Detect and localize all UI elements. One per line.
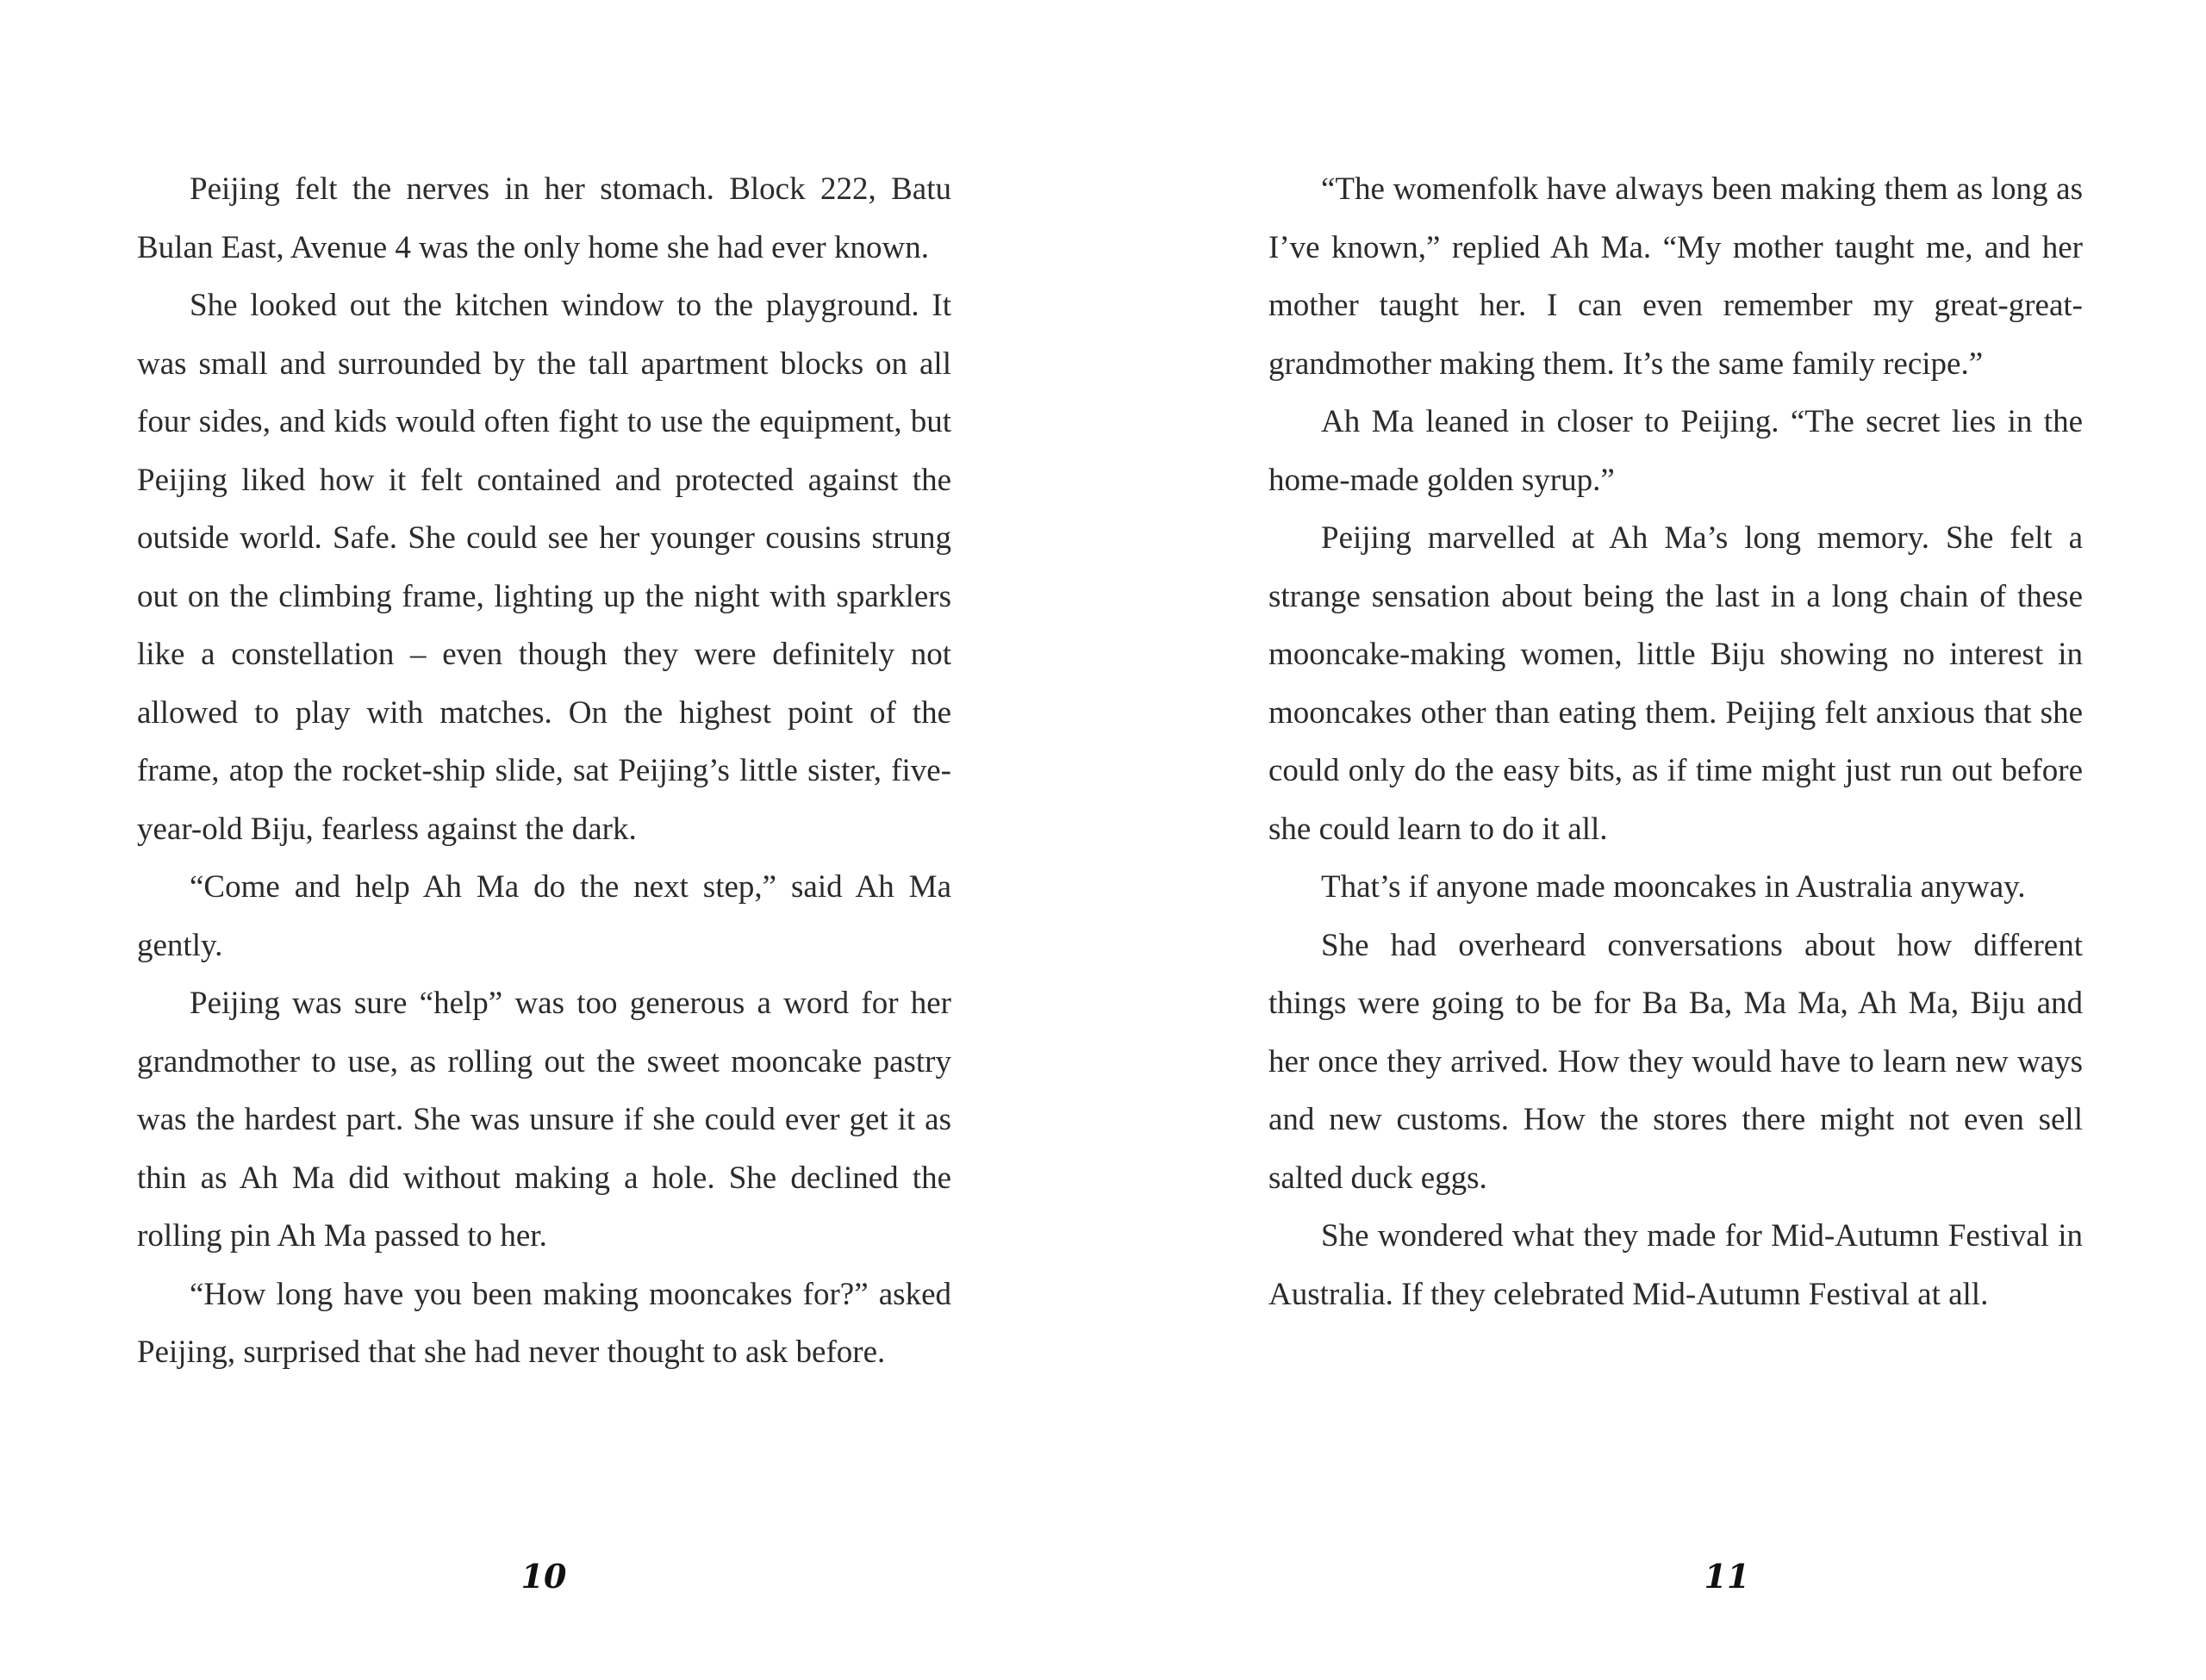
page-number: 10	[520, 1557, 567, 1596]
paragraph: “The womenfolk have always been making them as long as I’ve known,” replied Ah Ma. “My mother taught me, and her mother taught her. I can even remember my great-great-grandmother making them. It’s the same family recipe.”	[1268, 171, 2083, 382]
paragraph: She wondered what they made for Mid-Autumn Festival in Australia. If they celebrated Mid-Autumn Festival at all.	[1268, 1218, 2083, 1312]
page-text	[137, 160, 951, 1382]
paragraph: Peijing marvelled at Ah Ma’s long memory. She felt a strange sensation about being the last in a long chain of these mooncake-making women, little Biju showing no interest in mooncakes other than eating them. Peijing felt anxious that she could only do the easy bits, as if time might just run out before she could learn to do it all.	[1268, 520, 2083, 847]
paragraph: She looked out the kitchen window to the playground. It was small and surrounded by the tall apartment blocks on all four sides, and kids would often fight to use the equipment, but Peijing liked how it felt contained and protected against the outside world. Safe. She could see her younger cousins strung out on the climbing frame, lighting up the night with sparklers like a constellation – even though they were definitely not allowed to play with matches. On the highest point of the frame, atop the rocket-ship slide, sat Peijing’s little sister, five-year-old Biju, fearless against the dark.	[137, 288, 951, 847]
paragraph: Peijing felt the nerves in her stomach. Block 222, Batu Bulan East, Avenue 4 was the only home she had ever known.	[137, 171, 951, 265]
paragraph: Ah Ma leaned in closer to Peijing. “The secret lies in the home-made golden syrup.”	[1268, 404, 2083, 498]
page-number: 11	[1704, 1557, 1750, 1596]
paragraph: She had overheard conversations about how different things were going to be for Ba Ba, Ma Ma, Ah Ma, Biju and her once they arrived. How they would have to learn new ways and new customs. How the stores there might not even sell salted duck eggs.	[1268, 927, 2083, 1196]
paragraph: “Come and help Ah Ma do the next step,” said Ah Ma gently.	[137, 869, 951, 963]
paragraph: “How long have you been making mooncakes for?” asked Peijing, surprised that she had never thought to ask before.	[137, 1276, 951, 1370]
right-page	[1103, 0, 2206, 1680]
page-text	[1268, 160, 2083, 1323]
paragraph: That’s if anyone made mooncakes in Australia anyway.	[1321, 869, 2026, 905]
paragraph: Peijing was sure “help” was too generous a word for her grandmother to use, as rolling out the sweet mooncake pastry was the hardest part. She was unsure if she could ever get it as thin as Ah Ma did without making a hole. She declined the rolling pin Ah Ma passed to her.	[137, 986, 951, 1254]
